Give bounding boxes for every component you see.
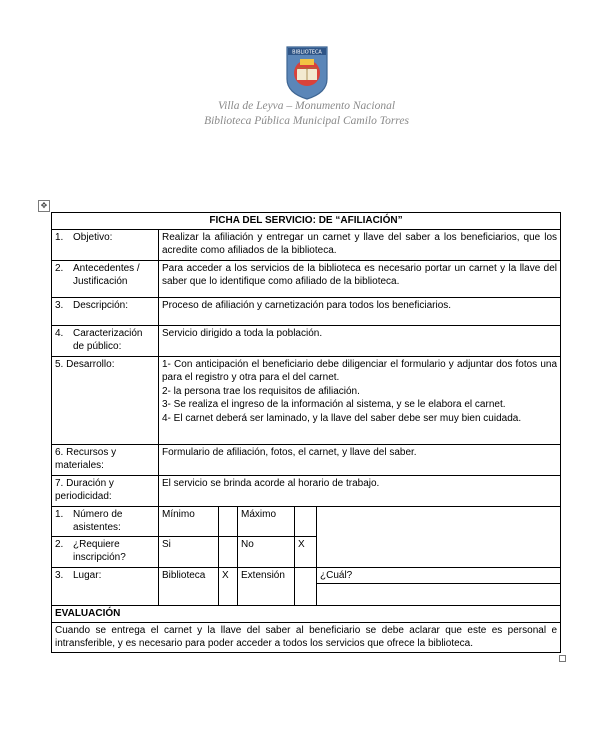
inscripcion-label-cell — [52, 536, 159, 567]
desarrollo-step: 3- Se realiza el ingreso de la información al sistema, y se le elabora el carnet. — [162, 399, 506, 410]
move-arrows-icon[interactable]: ✥ — [38, 200, 50, 212]
cual-value[interactable] — [317, 584, 561, 606]
desarrollo-step: 1- Con anticipación el beneficiario debe diligenciar el formulario y adjuntar dos fotos una para el registro y otra para el del carnet. — [162, 358, 558, 383]
antecedentes-num: 2. — [55, 262, 64, 274]
desarrollo-steps — [159, 356, 561, 444]
maximo-value[interactable] — [295, 506, 317, 536]
duracion-value: El servicio se brinda acorde al horario de trabajo. — [159, 475, 561, 506]
evaluacion-text: Cuando se entrega el carnet y la llave del saber al beneficiario se debe aclarar que este es personal e intransferible, y es necesario para poder acceder a todos los servicios que ofrece la biblioteca. — [52, 622, 561, 652]
logo-text: BIBLIOTECA — [292, 49, 322, 56]
objetivo-value: Realizar la afiliación y entregar un carnet y llave del saber a los beneficiarios, que los acredite como afiliados de la biblioteca. — [159, 229, 561, 260]
descripcion-label: Descripción: — [73, 299, 129, 311]
service-sheet — [51, 212, 560, 653]
descripcion-num: 3. — [55, 299, 64, 311]
extension-label: Extensión — [238, 567, 295, 606]
si-mark[interactable] — [219, 536, 238, 567]
desarrollo-label: 5. Desarrollo: — [52, 356, 159, 444]
no-mark[interactable]: X — [295, 536, 317, 567]
asistentes-label: Número de asistentes: — [73, 508, 123, 533]
caracterizacion-value: Servicio dirigido a toda la población. — [159, 325, 561, 356]
minimo-label: Mínimo — [159, 506, 219, 536]
library-logo — [284, 45, 330, 101]
objetivo-label-cell — [52, 229, 159, 260]
extension-mark[interactable] — [295, 567, 317, 606]
biblioteca-label: Biblioteca — [159, 567, 219, 606]
table-resize-handle[interactable] — [559, 655, 566, 662]
desarrollo-step: 2- la persona trae los requisitos de afiliación. — [162, 385, 360, 397]
recursos-label: 6. Recursos y materiales: — [52, 444, 159, 475]
caracterizacion-label: Caracterización de público: — [73, 327, 143, 352]
antecedentes-value: Para acceder a los servicios de la biblioteca es necesario portar un carnet y la llave del saber que lo identifique como afiliado de la biblioteca. — [159, 260, 561, 297]
minimo-value[interactable] — [219, 506, 238, 536]
descripcion-value: Proceso de afiliación y carnetización para todos los beneficiarios. — [159, 297, 561, 325]
caracterizacion-num: 4. — [55, 327, 64, 339]
lugar-num: 3. — [55, 569, 64, 581]
descripcion-label-cell — [52, 297, 159, 325]
si-label: Si — [159, 536, 219, 567]
inscripcion-num: 2. — [55, 538, 64, 550]
lugar-label-cell — [52, 567, 159, 606]
sheet-title: FICHA DEL SERVICIO: DE “AFILIACIÓN” — [52, 213, 561, 230]
asistentes-label-cell — [52, 506, 159, 536]
duracion-label: 7. Duración y periodicidad: — [52, 475, 159, 506]
desarrollo-step: 4- El carnet deberá ser laminado, y la llave del saber debe ser muy bien cuidada. — [162, 412, 522, 424]
antecedentes-label-cell — [52, 260, 159, 297]
evaluacion-heading: EVALUACIÓN — [52, 606, 561, 623]
header-line-2: Biblioteca Pública Municipal Camilo Torres — [204, 115, 409, 127]
maximo-label: Máximo — [238, 506, 295, 536]
cual-label: ¿Cuál? — [317, 567, 561, 584]
lugar-label: Lugar: — [73, 569, 102, 581]
no-label: No — [238, 536, 295, 567]
inscripcion-label: ¿Requiere inscripción? — [73, 538, 126, 563]
objetivo-label: Objetivo: — [73, 231, 113, 243]
service-table — [51, 212, 561, 653]
blank-cell — [317, 506, 561, 567]
caracterizacion-label-cell — [52, 325, 159, 356]
asistentes-num: 1. — [55, 508, 64, 520]
header-line-1: Villa de Leyva – Monumento Nacional — [217, 100, 396, 112]
objetivo-num: 1. — [55, 231, 64, 243]
antecedentes-label: Antecedentes / Justificación — [73, 262, 140, 287]
biblioteca-mark[interactable]: X — [219, 567, 238, 606]
recursos-value: Formulario de afiliación, fotos, el carnet, y llave del saber. — [159, 444, 561, 475]
